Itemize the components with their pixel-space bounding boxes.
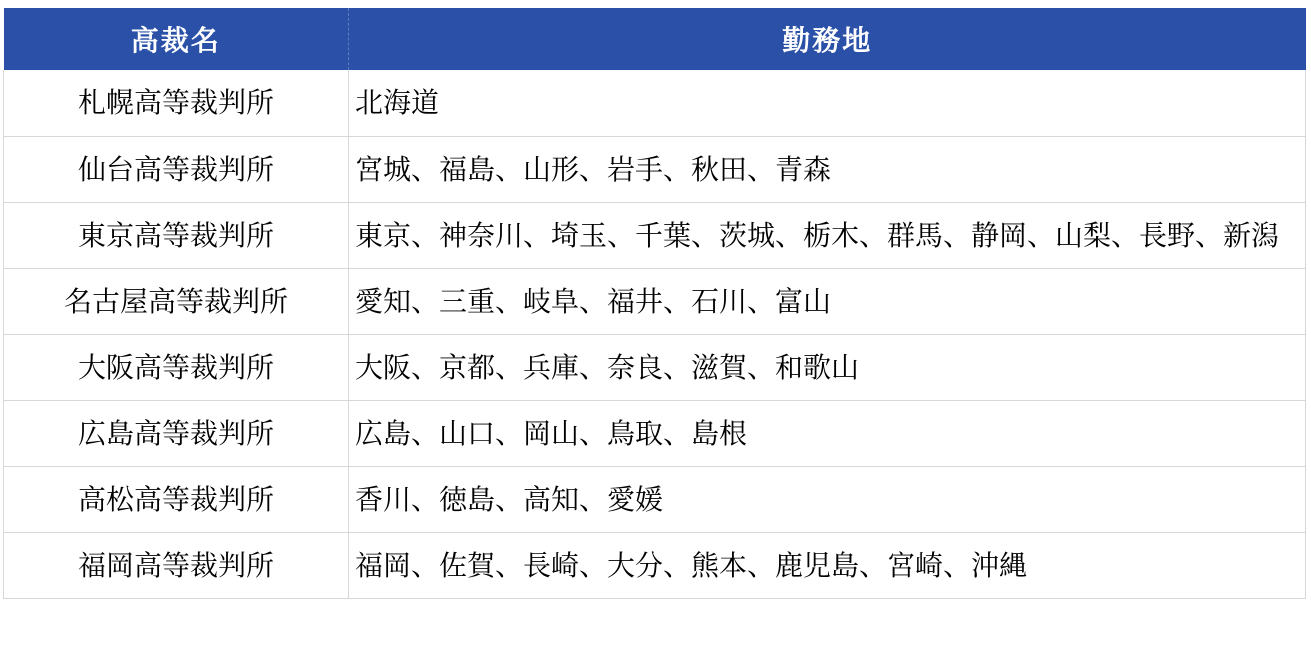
work-location-cell: 香川、徳島、高知、愛媛: [349, 466, 1306, 532]
court-name-cell: 札幌高等裁判所: [4, 70, 349, 136]
work-location-cell: 北海道: [349, 70, 1306, 136]
work-location-cell: 愛知、三重、岐阜、福井、石川、富山: [349, 268, 1306, 334]
table-row: [4, 70, 1306, 136]
table-row: [4, 334, 1306, 400]
header-cell-work-location: 勤務地: [349, 8, 1306, 70]
work-location-cell: 大阪、京都、兵庫、奈良、滋賀、和歌山: [349, 334, 1306, 400]
court-name-cell: 名古屋高等裁判所: [4, 268, 349, 334]
courts-table: [3, 8, 1306, 599]
work-location-cell: 東京、神奈川、埼玉、千葉、茨城、栃木、群馬、静岡、山梨、長野、新潟: [349, 202, 1306, 268]
table-row: [4, 532, 1306, 598]
court-name-cell: 福岡高等裁判所: [4, 532, 349, 598]
table-row: [4, 268, 1306, 334]
header-cell-court-name: 高裁名: [4, 8, 349, 70]
header-row: [4, 8, 1306, 70]
table-row: [4, 202, 1306, 268]
court-name-cell: 広島高等裁判所: [4, 400, 349, 466]
work-location-cell: 広島、山口、岡山、鳥取、島根: [349, 400, 1306, 466]
table-row: [4, 400, 1306, 466]
court-name-cell: 高松高等裁判所: [4, 466, 349, 532]
table-body: [4, 70, 1306, 598]
court-name-cell: 東京高等裁判所: [4, 202, 349, 268]
table-row: [4, 466, 1306, 532]
table-row: [4, 136, 1306, 202]
court-name-cell: 大阪高等裁判所: [4, 334, 349, 400]
table-header: [4, 8, 1306, 70]
work-location-cell: 福岡、佐賀、長崎、大分、熊本、鹿児島、宮崎、沖縄: [349, 532, 1306, 598]
high-court-jurisdiction-table: [3, 8, 1305, 599]
court-name-cell: 仙台高等裁判所: [4, 136, 349, 202]
work-location-cell: 宮城、福島、山形、岩手、秋田、青森: [349, 136, 1306, 202]
